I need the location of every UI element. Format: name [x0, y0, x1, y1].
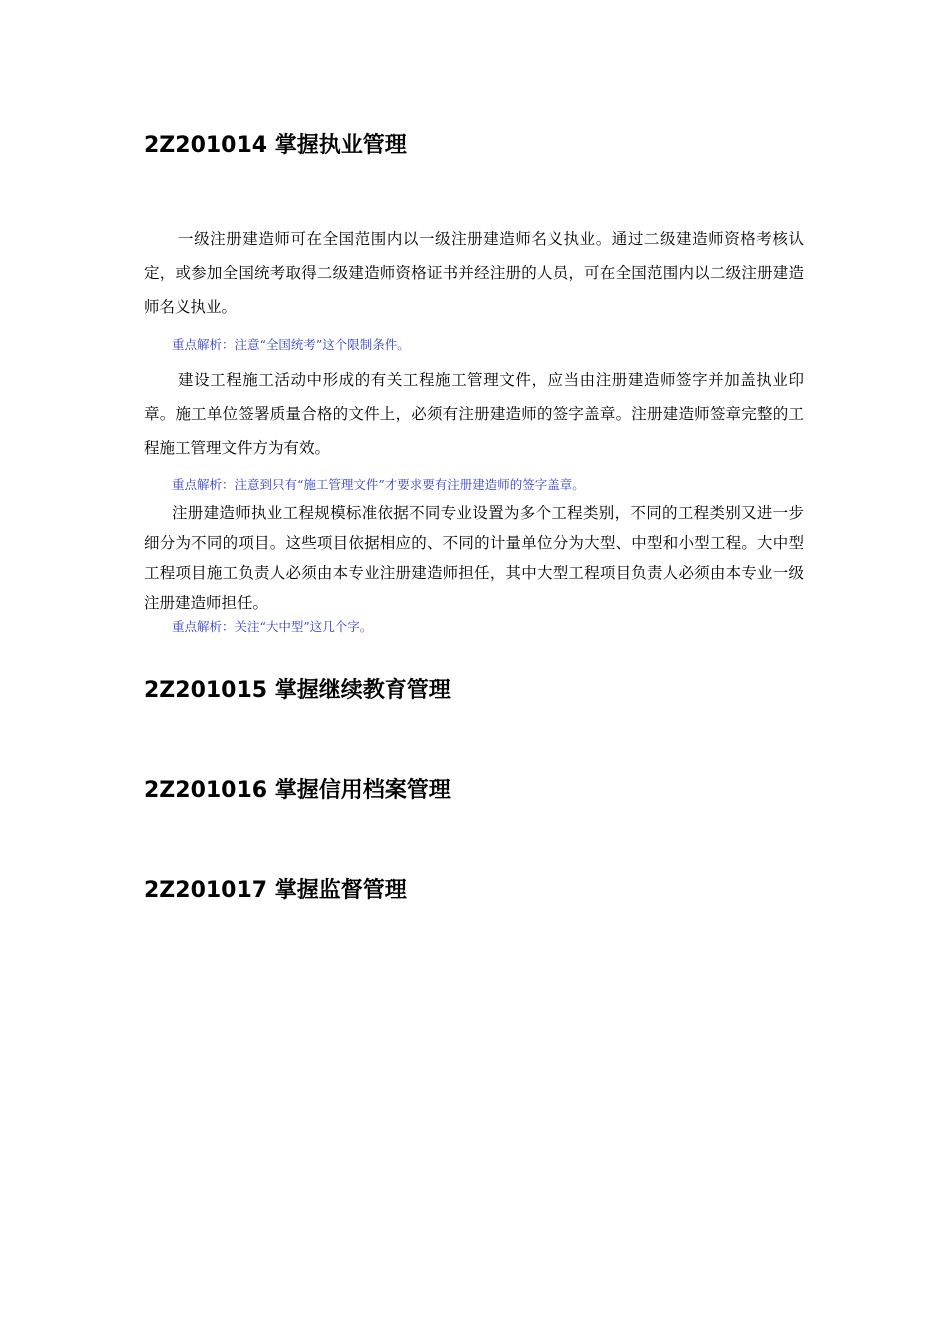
key-note-management-documents: 重点解析：注意到只有“施工管理文件”才要求要有注册建造师的签字盖章。: [172, 477, 585, 492]
key-note-unified-exam: 重点解析：注意“全国统考”这个限制条件。: [172, 337, 410, 352]
key-note-large-medium: 重点解析：关注“大中型”这几个字。: [172, 619, 373, 634]
paragraph-practice-scope: 一级注册建造师可在全国范围内以一级注册建造师名义执业。通过二级建造师资格考核认定，或参加全国统考取得二级建造师资格证书并经注册的人员，可在全国范围内以二级注册建造师名义执业。: [144, 230, 804, 316]
paragraph-signature-seal: 建设工程施工活动中形成的有关工程施工管理文件，应当由注册建造师签字并加盖执业印章。施工单位签署质量合格的文件上，必须有注册建造师的签字盖章。注册建造师签章完整的工程施工管理文件方为有效。: [144, 371, 804, 457]
section-heading-2z201016: 2Z201016 掌握信用档案管理: [144, 778, 451, 803]
section-heading-2z201015: 2Z201015 掌握继续教育管理: [144, 678, 451, 703]
section-heading-2z201014: 2Z201014 掌握执业管理: [144, 133, 407, 158]
paragraph-project-scale: 注册建造师执业工程规模标准依据不同专业设置为多个工程类别，不同的工程类别又进一步细分为不同的项目。这些项目依据相应的、不同的计量单位分为大型、中型和小型工程。大中型工程项目施工负责人必须由本专业注册建造师担任，其中大型工程项目负责人必须由本专业一级注册建造师担任。: [144, 504, 804, 612]
section-heading-2z201017: 2Z201017 掌握监督管理: [144, 878, 407, 903]
